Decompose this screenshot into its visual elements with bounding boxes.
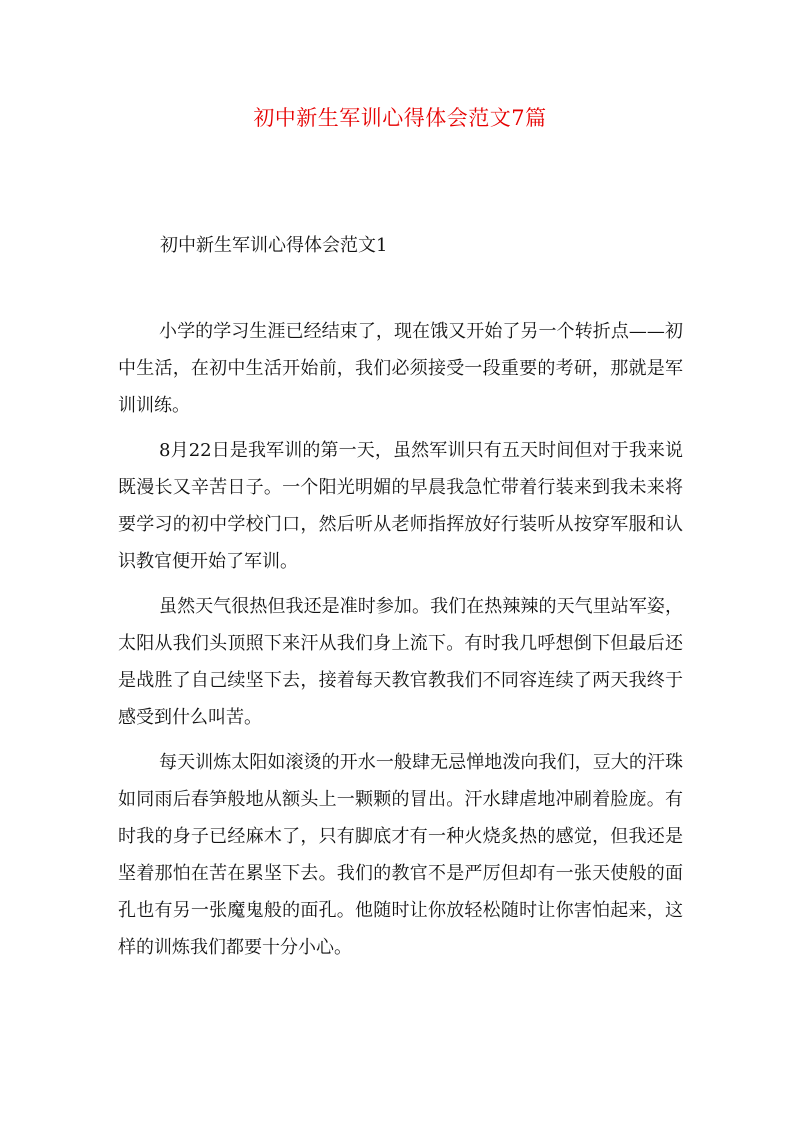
paragraph: 虽然天气很热但我还是准时参加。我们在热辣辣的天气里站军姿，太阳从我们头顶照下来汗从我们身上流下。有时我几呼想倒下但最后还是战胜了自己续坚下去，接着每天教官教我们不同容连续了两天我终于感受到什么叫苦。 [118, 596, 683, 728]
document-title: 初中新生军训心得体会范文7篇 [253, 106, 547, 130]
section-heading: 初中新生军训心得体会范文1 [160, 235, 388, 256]
paragraph: 每天训炼太阳如滚烫的开水一般肆无忌惮地泼向我们，豆大的汗珠如同雨后春笋般地从额头上一颗颗的冒出。汗水肆虐地冲刷着脸庞。有时我的身子已经麻木了，只有脚底才有一种火烧炙热的感觉，但我还是坚着那怕在苦在累坚下去。我们的教官不是严厉但却有一张天使般的面孔也有另一张魔鬼般的面孔。他随时让你放轻松随时让你害怕起来，这样的训炼我们都要十分小心。 [118, 752, 683, 958]
paragraph: 8月22日是我军训的第一天，虽然军训只有五天时间但对于我来说既漫长又辛苦日子。一个阳光明媚的早晨我急忙带着行装来到我未来将要学习的初中学校门口，然后听从老师指挥放好行装听从按穿军服和认识教官便开始了军训。 [118, 440, 683, 572]
document-body [118, 313, 683, 974]
paragraph: 小学的学习生涯已经结束了，现在饿又开始了另一个转折点——初中生活，在初中生活开始前，我们必须接受一段重要的考研，那就是军训训练。 [118, 321, 683, 416]
